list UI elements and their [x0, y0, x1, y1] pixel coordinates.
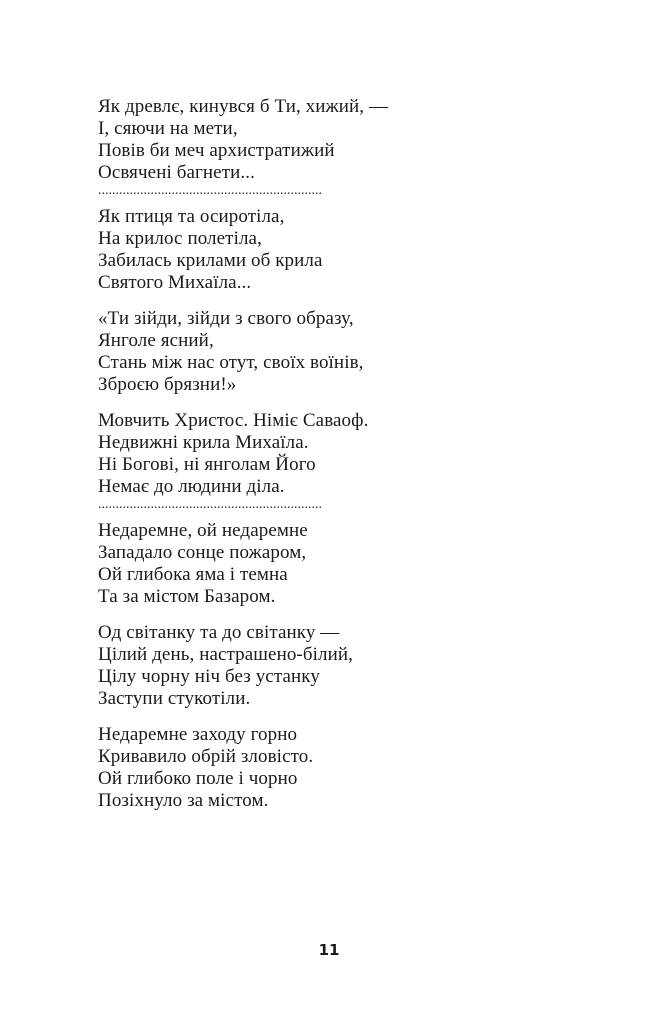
poem-line: Позіхнуло за містом. [98, 790, 269, 811]
poem-line: Повів би меч архистратижий [98, 140, 335, 161]
stanza-gap [98, 608, 578, 622]
page-number: 11 [318, 941, 340, 959]
poem-line: Ой глибоко поле і чорно [98, 768, 298, 789]
stanza-gap [98, 396, 578, 410]
poem-line: Ні Богові, ні янголам Його [98, 454, 316, 475]
poem-line: Недаремне заходу горно [98, 724, 298, 745]
poem-line: Забилась крилами об крила [98, 250, 323, 271]
poem-line: Заступи стукотіли. [98, 688, 251, 709]
poem-page [98, 96, 578, 812]
poem-line: Освячені багнети... [98, 162, 255, 183]
stanza-7 [98, 724, 578, 812]
stanza-1 [98, 96, 578, 184]
poem-line: І, сяючи на мети, [98, 118, 238, 139]
poem-line: Святого Михаїла... [98, 272, 252, 293]
stanza-3 [98, 308, 578, 396]
ellipsis-divider: ................................................................ [98, 184, 322, 198]
poem-line: Недаремне, ой недаремне [98, 520, 308, 541]
poem-line: Цілий день, настрашено-білий, [98, 644, 353, 665]
stanza-4 [98, 410, 578, 498]
poem-line: Недвижні крила Михаїла. [98, 432, 309, 453]
poem-line: Мовчить Христос. Німіє Саваоф. [98, 410, 369, 431]
poem-line: «Ти зійди, зійди з свого образу, [98, 308, 354, 329]
poem-line: Як птиця та осиротіла, [98, 206, 285, 227]
poem-line: Кривавило обрій зловісто. [98, 746, 314, 767]
poem-line: Як древлє, кинувся б Ти, хижий, — [98, 96, 389, 117]
poem-line: На крилос полетіла, [98, 228, 262, 249]
stanza-6 [98, 622, 578, 710]
stanza-5 [98, 520, 578, 608]
poem-line: Янголе ясний, [98, 330, 214, 351]
poem-line: Немає до людини діла. [98, 476, 285, 497]
stanza-gap [98, 294, 578, 308]
poem-line: Цілу чорну ніч без устанку [98, 666, 320, 687]
poem-line: Та за містом Базаром. [98, 586, 276, 607]
poem-line: Западало сонце пожаром, [98, 542, 307, 563]
stanza-gap [98, 710, 578, 724]
poem-line: Стань між нас отут, своїх воїнів, [98, 352, 364, 373]
poem-line: Зброєю брязни!» [98, 374, 237, 395]
stanza-2 [98, 206, 578, 294]
ellipsis-divider: ................................................................ [98, 498, 322, 512]
poem-line: Ой глибока яма і темна [98, 564, 288, 585]
poem-line: Од світанку та до світанку — [98, 622, 340, 643]
